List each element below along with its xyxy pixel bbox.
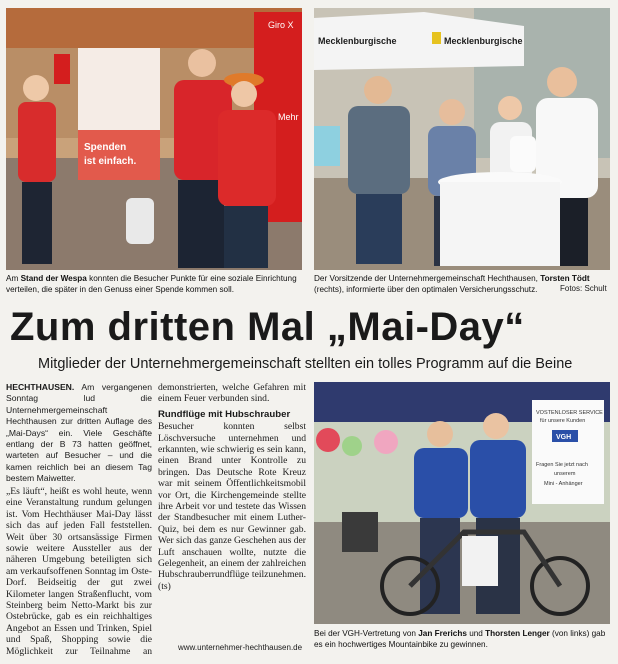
board-text-1: VOSTENLOSER SERVICE bbox=[536, 410, 603, 416]
article-paragraph-1a: „Es läuft“, heißt es wohl heute, wenn eine Veranstaltung rundum gelungen ist. Vom Hechthäuser Mai-Day lässt sich das auf jeden Fall feststellen. Weit über 30 ortsansässige Firmen sowie weitere Aussteller aus der näheren Umgebung beteiligten sich am verkaufsoffenen Sonntag im Oste-Dorf. Beidseitig der gut zwei Kilometer langen Straßenflucht, vom Steinberg beim Netto-Markt bis zur Ostebrücke, gab es ein reichhaltiges Angebot an Essen und Trinken, Spiel und Spaß, Shopping sowie die Möglichkeit zur Teilnahme an bbox=[6, 486, 152, 657]
article-subhead: Rundflüge mit Hubschrauber bbox=[158, 408, 291, 420]
website-link[interactable]: www.unternehmer-hechthausen.de bbox=[178, 643, 303, 652]
banner-text-1: Spenden bbox=[84, 142, 127, 153]
board-text-4: unserem bbox=[554, 471, 576, 477]
subheadline: Mitglieder der Unternehmergemeinschaft stellten ein tolles Programm auf die Beine bbox=[38, 356, 573, 372]
tent-text-left: Mecklenburgische bbox=[318, 36, 397, 46]
caption-mecklenburgische: Der Vorsitzende der Unternehmergemeinschaft Hechthausen, Torsten Tödt (rechts), informierte über den optimalen Versicherungsschutz. bbox=[314, 274, 590, 294]
article-column-1 bbox=[6, 382, 152, 485]
board-text-3: Fragen Sie jetzt nach bbox=[536, 462, 588, 468]
article-column-2 bbox=[158, 382, 306, 642]
article-lead: HECHTHAUSEN. Am vergangenen Sonntag lud die Unternehmergemeinschaft Hechthausen zur dritten Auflage des „Mai-Days“ ein. Viele Geschäfte entlang der B 73 hatten geöffnet, warteten auf Besucher – und die kamen reichlich bei an diesem Tag bestem Maiwetter. bbox=[6, 382, 152, 484]
photo-mecklenburgische bbox=[314, 8, 610, 270]
photo-credit: Fotos: Schult bbox=[560, 284, 607, 293]
photo-vgh bbox=[314, 382, 610, 624]
side-sign-text: Mehr bbox=[278, 112, 299, 122]
headline: Zum dritten Mal „Mai-Day“ bbox=[10, 305, 525, 349]
article-body-flow bbox=[6, 486, 152, 658]
caption-vgh-bold-1: Jan Frerichs bbox=[418, 629, 467, 638]
banner-text-2: ist einfach. bbox=[84, 156, 137, 167]
dateline: HECHTHAUSEN. bbox=[6, 382, 75, 392]
caption-mecklenburgische-bold: Torsten Tödt bbox=[540, 274, 590, 283]
board-text-5: Mini - Anhänger bbox=[544, 481, 583, 487]
article-paragraph-1b: demonstrierten, welche Gefahren mit einem Feuer verbunden sind. bbox=[158, 382, 306, 405]
tent-text-right: Mecklenburgische bbox=[444, 36, 523, 46]
photo-wespa-stand bbox=[6, 8, 302, 270]
board-text-2: für unsere Kunden bbox=[540, 418, 586, 424]
article-paragraph-2: Besucher konnten selbst Löschversuche unternehmen und erkannten, wie schwierig es sein kann, einen Brand unter Kontrolle zu bringen. Das Deutsche Rote Kreuz war mit seinem Öffentlichkeitsmobil vor Ort, die Kirchengemeinde stellte ihre Arbeit vor und testete das Wissen der Standbesucher mit einem Luther-Quiz, bei dem es nur Gewinner gab. Wer sich das ganze Geschehen aus der Luft anschauen wollte, nutzte die Gelegenheit, an einem der zahlreichen Hubschrauberrundflüge teilzunehmen. (ts) bbox=[158, 421, 306, 592]
caption-wespa: Am Stand der Wespa konnten die Besucher Punkte für eine soziale Einrichtung verteilen, die später in den Genuss einer Spende kommen soll. bbox=[6, 274, 297, 294]
caption-vgh: Bei der VGH-Vertretung von Jan Frerichs und Thorsten Lenger (von links) gab es ein hochwertiges Mountainbike zu gewinnen. bbox=[314, 629, 606, 649]
giro-sign-text: Giro X bbox=[268, 20, 294, 30]
caption-vgh-bold-2: Thorsten Lenger bbox=[485, 629, 550, 638]
board-brand: VGH bbox=[556, 434, 572, 441]
caption-wespa-bold: Stand der Wespa bbox=[20, 274, 87, 283]
